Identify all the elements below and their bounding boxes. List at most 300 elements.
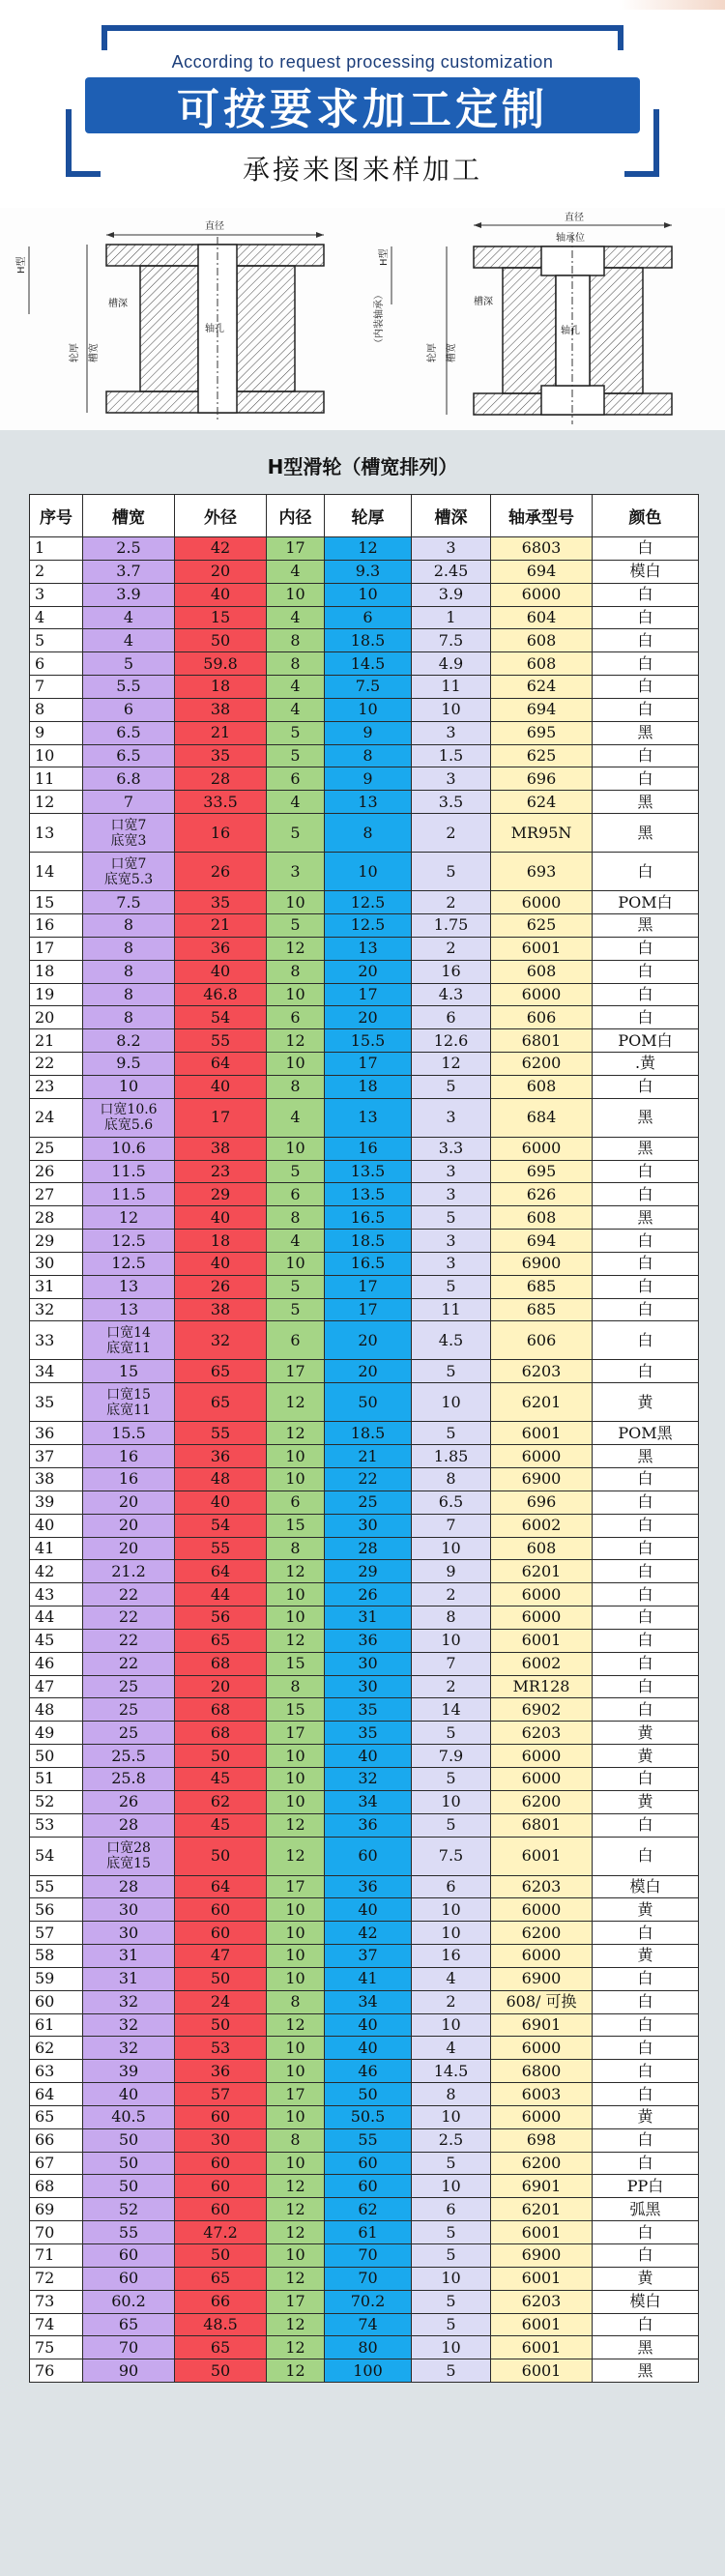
- cell-bearing-model: 608/ 可换: [491, 1990, 593, 2013]
- table-row: [30, 891, 699, 914]
- cell-groove-width: 40: [83, 2083, 175, 2106]
- cell-outer-diameter: 65: [175, 1360, 267, 1383]
- cell-color: 白: [593, 2013, 699, 2037]
- cell-outer-diameter: 55: [175, 1029, 267, 1053]
- cell-bearing-model: 6001: [491, 2267, 593, 2290]
- cell-groove-width: 13: [83, 1275, 175, 1298]
- cell-outer-diameter: 36: [175, 1445, 267, 1468]
- cell-inner-diameter: 8: [267, 652, 325, 676]
- cell-outer-diameter: 50: [175, 2244, 267, 2268]
- cell-index: 10: [30, 744, 83, 767]
- cell-groove-width: 65: [83, 2313, 175, 2336]
- cell-wheel-thickness: 29: [325, 1560, 412, 1583]
- cell-groove-width: 10.6: [83, 1137, 175, 1160]
- cell-index: 72: [30, 2267, 83, 2290]
- cell-inner-diameter: 12: [267, 2175, 325, 2198]
- cell-groove-depth: 3.3: [412, 1137, 491, 1160]
- cell-bearing-model: 6000: [491, 1767, 593, 1790]
- table-row: [30, 1206, 699, 1230]
- cell-wheel-thickness: 31: [325, 1606, 412, 1630]
- cell-index: 38: [30, 1468, 83, 1491]
- cell-inner-diameter: 10: [267, 1745, 325, 1768]
- cell-color: 白: [593, 1652, 699, 1675]
- cell-groove-depth: 2.5: [412, 2128, 491, 2152]
- cell-color: 白: [593, 676, 699, 699]
- cell-color: 黄: [593, 1383, 699, 1422]
- table-row: [30, 2083, 699, 2106]
- cell-inner-diameter: 10: [267, 1583, 325, 1606]
- groove-width-part: 口宽14: [106, 1324, 151, 1341]
- cell-color: 白: [593, 1230, 699, 1253]
- cell-groove-depth: 1: [412, 606, 491, 629]
- cell-wheel-thickness: 35: [325, 1698, 412, 1722]
- cell-inner-diameter: 6: [267, 1006, 325, 1029]
- cell-color: 弧黑: [593, 2198, 699, 2221]
- table-header-row: [30, 495, 699, 537]
- cell-outer-diameter: 30: [175, 2128, 267, 2152]
- cell-inner-diameter: 12: [267, 2198, 325, 2221]
- cell-inner-diameter: 10: [267, 1606, 325, 1630]
- cell-wheel-thickness: 12.5: [325, 913, 412, 937]
- table-row: [30, 2128, 699, 2152]
- cell-color: 黑: [593, 2336, 699, 2359]
- cell-groove-depth: 7: [412, 1652, 491, 1675]
- cell-color: 黄: [593, 1945, 699, 1968]
- cell-color: 白: [593, 1675, 699, 1698]
- cell-wheel-thickness: 70: [325, 2267, 412, 2290]
- cell-wheel-thickness: 16.5: [325, 1252, 412, 1275]
- cell-wheel-thickness: 20: [325, 1321, 412, 1360]
- cell-inner-diameter: 17: [267, 2083, 325, 2106]
- cell-wheel-thickness: 10: [325, 698, 412, 721]
- cell-groove-width: 70: [83, 2336, 175, 2359]
- cell-inner-diameter: 5: [267, 814, 325, 853]
- cell-color: 黄: [593, 1745, 699, 1768]
- cell-inner-diameter: 10: [267, 891, 325, 914]
- cell-index: 6: [30, 652, 83, 676]
- cell-groove-width: [83, 853, 175, 891]
- cell-wheel-thickness: 9.3: [325, 560, 412, 583]
- cell-outer-diameter: 60: [175, 2198, 267, 2221]
- groove-width-part: 口宽15: [106, 1386, 151, 1403]
- cell-outer-diameter: 66: [175, 2290, 267, 2313]
- cell-outer-diameter: 65: [175, 1383, 267, 1422]
- cell-color: 白: [593, 767, 699, 791]
- cell-inner-diameter: 4: [267, 560, 325, 583]
- cell-outer-diameter: 17: [175, 1098, 267, 1137]
- cell-outer-diameter: 40: [175, 960, 267, 983]
- cell-inner-diameter: 10: [267, 1252, 325, 1275]
- cell-groove-width: 10: [83, 1075, 175, 1098]
- table-row: [30, 1560, 699, 1583]
- cell-index: 53: [30, 1813, 83, 1837]
- cell-index: 45: [30, 1629, 83, 1652]
- cell-inner-diameter: 17: [267, 1360, 325, 1383]
- right-bearing-seat-label: 轴承位: [556, 233, 585, 244]
- cell-inner-diameter: 8: [267, 629, 325, 652]
- cell-index: 17: [30, 937, 83, 960]
- cell-color: 黑: [593, 721, 699, 744]
- cell-index: 37: [30, 1445, 83, 1468]
- cell-groove-width: 6.8: [83, 767, 175, 791]
- cell-outer-diameter: 48.5: [175, 2313, 267, 2336]
- cell-outer-diameter: 54: [175, 1006, 267, 1029]
- cell-inner-diameter: 8: [267, 1537, 325, 1560]
- cell-groove-depth: 5: [412, 1360, 491, 1383]
- cell-groove-width: 22: [83, 1629, 175, 1652]
- cell-bearing-model: 6000: [491, 1945, 593, 1968]
- cell-bearing-model: 6001: [491, 2313, 593, 2336]
- col-header-index: 序号: [30, 495, 83, 537]
- cell-wheel-thickness: 50.5: [325, 2105, 412, 2128]
- cell-bearing-model: 6200: [491, 1922, 593, 1945]
- cell-groove-depth: 16: [412, 1945, 491, 1968]
- table-row: [30, 1445, 699, 1468]
- cell-index: 46: [30, 1652, 83, 1675]
- cell-inner-diameter: 8: [267, 960, 325, 983]
- left-diameter-label: 直径: [205, 221, 224, 232]
- cell-wheel-thickness: 60: [325, 1837, 412, 1875]
- cell-wheel-thickness: 70: [325, 2244, 412, 2268]
- cell-wheel-thickness: 50: [325, 1383, 412, 1422]
- cell-inner-diameter: 12: [267, 2267, 325, 2290]
- cell-outer-diameter: 18: [175, 676, 267, 699]
- table-row: [30, 652, 699, 676]
- cell-bearing-model: 6000: [491, 2037, 593, 2060]
- cell-inner-diameter: 10: [267, 2244, 325, 2268]
- cell-index: 74: [30, 2313, 83, 2336]
- cell-groove-depth: 11: [412, 676, 491, 699]
- cell-outer-diameter: 64: [175, 1875, 267, 1898]
- cell-color: 白: [593, 1298, 699, 1321]
- cell-inner-diameter: 4: [267, 791, 325, 814]
- cell-index: 51: [30, 1767, 83, 1790]
- cell-color: 白: [593, 1321, 699, 1360]
- cell-bearing-model: 6000: [491, 1745, 593, 1768]
- cell-wheel-thickness: 10: [325, 583, 412, 606]
- cell-outer-diameter: 47: [175, 1945, 267, 1968]
- cell-bearing-model: 693: [491, 853, 593, 891]
- left-shaft-hole-label: 轴孔: [205, 324, 224, 334]
- table-row: [30, 606, 699, 629]
- cell-inner-diameter: 8: [267, 1990, 325, 2013]
- cell-wheel-thickness: 8: [325, 744, 412, 767]
- cell-outer-diameter: 45: [175, 1813, 267, 1837]
- cell-color: 白: [593, 1698, 699, 1722]
- cell-wheel-thickness: 18.5: [325, 1422, 412, 1445]
- cell-outer-diameter: 53: [175, 2037, 267, 2060]
- table-row: [30, 1922, 699, 1945]
- cell-bearing-model: 6900: [491, 1967, 593, 1990]
- right-wheel-thickness-label: 轮厚: [427, 343, 438, 362]
- cell-groove-depth: 3: [412, 1230, 491, 1253]
- cell-bearing-model: 608: [491, 1075, 593, 1098]
- cell-inner-diameter: 10: [267, 1767, 325, 1790]
- cell-bearing-model: 6901: [491, 2175, 593, 2198]
- cell-wheel-thickness: 9: [325, 767, 412, 791]
- table-row: [30, 2198, 699, 2221]
- cell-color: 白: [593, 537, 699, 561]
- cell-color: 白: [593, 1537, 699, 1560]
- cell-bearing-model: 608: [491, 960, 593, 983]
- cell-bearing-model: 6000: [491, 2105, 593, 2128]
- cell-groove-width: 15.5: [83, 1422, 175, 1445]
- cell-groove-width: 31: [83, 1967, 175, 1990]
- cell-inner-diameter: 4: [267, 676, 325, 699]
- cell-color: 白: [593, 1360, 699, 1383]
- cell-outer-diameter: 56: [175, 1606, 267, 1630]
- cell-groove-depth: 11: [412, 1298, 491, 1321]
- cell-bearing-model: 6000: [491, 1583, 593, 1606]
- cell-index: 66: [30, 2128, 83, 2152]
- cell-groove-depth: 8: [412, 2083, 491, 2106]
- cell-index: 70: [30, 2221, 83, 2244]
- cell-groove-width: 50: [83, 2175, 175, 2198]
- right-groove-width-label: 槽宽: [447, 343, 457, 362]
- cell-outer-diameter: 64: [175, 1053, 267, 1076]
- cell-bearing-model: MR128: [491, 1675, 593, 1698]
- cell-groove-depth: 2: [412, 937, 491, 960]
- cell-inner-diameter: 10: [267, 1922, 325, 1945]
- cell-groove-width: 5: [83, 652, 175, 676]
- cell-index: 41: [30, 1537, 83, 1560]
- cell-groove-depth: 2: [412, 814, 491, 853]
- cell-color: 白: [593, 2037, 699, 2060]
- table-row: [30, 1321, 699, 1360]
- cell-outer-diameter: 54: [175, 1514, 267, 1537]
- cell-index: 56: [30, 1898, 83, 1922]
- cell-inner-diameter: 12: [267, 2336, 325, 2359]
- cell-inner-diameter: 10: [267, 1967, 325, 1990]
- table-row: [30, 560, 699, 583]
- cell-groove-depth: 4.3: [412, 983, 491, 1006]
- cell-bearing-model: 6002: [491, 1514, 593, 1537]
- cell-groove-width: 6: [83, 698, 175, 721]
- cell-index: 40: [30, 1514, 83, 1537]
- cell-bearing-model: 6200: [491, 1053, 593, 1076]
- cell-color: .黄: [593, 1053, 699, 1076]
- cell-index: 47: [30, 1675, 83, 1698]
- table-row: [30, 1875, 699, 1898]
- table-row: [30, 1945, 699, 1968]
- cell-color: PP白: [593, 2175, 699, 2198]
- cell-bearing-model: 6203: [491, 1722, 593, 1745]
- cell-groove-depth: 14.5: [412, 2060, 491, 2083]
- table-row: [30, 2152, 699, 2175]
- cell-inner-diameter: 6: [267, 1183, 325, 1206]
- cell-wheel-thickness: 55: [325, 2128, 412, 2152]
- table-row: [30, 814, 699, 853]
- cell-bearing-model: 608: [491, 652, 593, 676]
- cell-wheel-thickness: 16: [325, 1137, 412, 1160]
- table-body: [30, 537, 699, 2383]
- cell-groove-depth: 9: [412, 1560, 491, 1583]
- table-row: [30, 1652, 699, 1675]
- cell-inner-diameter: 6: [267, 1491, 325, 1514]
- cell-groove-depth: 7.5: [412, 1837, 491, 1875]
- cell-groove-width: 30: [83, 1898, 175, 1922]
- cell-inner-diameter: 10: [267, 1053, 325, 1076]
- groove-width-part: 口宽7: [110, 817, 147, 833]
- cell-groove-depth: 5: [412, 2152, 491, 2175]
- cell-groove-depth: 2.45: [412, 560, 491, 583]
- table-row: [30, 1230, 699, 1253]
- cell-inner-diameter: 4: [267, 1098, 325, 1137]
- cell-outer-diameter: 40: [175, 1206, 267, 1230]
- cell-groove-depth: 4: [412, 2037, 491, 2060]
- cell-color: 黑: [593, 1137, 699, 1160]
- cell-groove-width: 8: [83, 937, 175, 960]
- cell-wheel-thickness: 14.5: [325, 652, 412, 676]
- table-row: [30, 1767, 699, 1790]
- cell-index: 5: [30, 629, 83, 652]
- cell-color: 白: [593, 2313, 699, 2336]
- cell-wheel-thickness: 18: [325, 1075, 412, 1098]
- subtitle-english: According to request processing customization: [171, 52, 554, 72]
- cell-bearing-model: 608: [491, 1206, 593, 1230]
- cell-bearing-model: 6203: [491, 1360, 593, 1383]
- cell-outer-diameter: 68: [175, 1698, 267, 1722]
- cell-groove-depth: 5: [412, 2313, 491, 2336]
- cell-groove-depth: 16: [412, 960, 491, 983]
- cell-outer-diameter: 40: [175, 1075, 267, 1098]
- table-row: [30, 1722, 699, 1745]
- cell-index: 32: [30, 1298, 83, 1321]
- cell-inner-diameter: 5: [267, 721, 325, 744]
- cell-outer-diameter: 42: [175, 537, 267, 561]
- cell-outer-diameter: 35: [175, 891, 267, 914]
- cell-index: 31: [30, 1275, 83, 1298]
- cell-color: 模白: [593, 1875, 699, 1898]
- cell-color: 黄: [593, 1790, 699, 1813]
- cell-index: 54: [30, 1837, 83, 1875]
- cell-outer-diameter: 28: [175, 767, 267, 791]
- cell-groove-depth: 3: [412, 767, 491, 791]
- cell-groove-width: 32: [83, 2013, 175, 2037]
- cell-groove-width: 60.2: [83, 2290, 175, 2313]
- cell-wheel-thickness: 41: [325, 1967, 412, 1990]
- cell-outer-diameter: 50: [175, 1837, 267, 1875]
- cell-groove-width: 25.5: [83, 1745, 175, 1768]
- cell-groove-width: 2.5: [83, 537, 175, 561]
- cell-color: 白: [593, 1468, 699, 1491]
- cell-index: 43: [30, 1583, 83, 1606]
- cell-groove-width: 25: [83, 1698, 175, 1722]
- cell-wheel-thickness: 32: [325, 1767, 412, 1790]
- cell-outer-diameter: 40: [175, 1252, 267, 1275]
- cell-groove-width: 15: [83, 1360, 175, 1383]
- cell-index: 26: [30, 1160, 83, 1183]
- cell-index: 23: [30, 1075, 83, 1098]
- cell-color: 白: [593, 1837, 699, 1875]
- cell-bearing-model: 6001: [491, 1629, 593, 1652]
- cell-wheel-thickness: 80: [325, 2336, 412, 2359]
- table-row: [30, 2221, 699, 2244]
- cell-groove-width: 11.5: [83, 1160, 175, 1183]
- cell-outer-diameter: 35: [175, 744, 267, 767]
- cell-groove-width: 25.8: [83, 1767, 175, 1790]
- cell-inner-diameter: 5: [267, 1275, 325, 1298]
- cell-wheel-thickness: 13: [325, 791, 412, 814]
- cell-bearing-model: 608: [491, 1537, 593, 1560]
- cell-wheel-thickness: 20: [325, 960, 412, 983]
- cell-bearing-model: 685: [491, 1275, 593, 1298]
- cell-bearing-model: 6801: [491, 1029, 593, 1053]
- cell-groove-width: 60: [83, 2267, 175, 2290]
- left-groove-width-label: 槽宽: [89, 343, 100, 362]
- cell-groove-width: 4: [83, 629, 175, 652]
- cell-groove-depth: 3.9: [412, 583, 491, 606]
- cell-bearing-model: 6003: [491, 2083, 593, 2106]
- cell-color: 白: [593, 1767, 699, 1790]
- cell-wheel-thickness: 26: [325, 1583, 412, 1606]
- bracket-top-decoration: [102, 25, 624, 50]
- cell-outer-diameter: 36: [175, 937, 267, 960]
- cell-index: 19: [30, 983, 83, 1006]
- cell-index: 57: [30, 1922, 83, 1945]
- cell-color: 黄: [593, 1722, 699, 1745]
- cell-wheel-thickness: 40: [325, 2037, 412, 2060]
- cell-outer-diameter: 50: [175, 1745, 267, 1768]
- cell-bearing-model: 6201: [491, 2198, 593, 2221]
- cell-wheel-thickness: 36: [325, 1629, 412, 1652]
- cell-color: 白: [593, 1275, 699, 1298]
- cell-index: 18: [30, 960, 83, 983]
- cell-bearing-model: 685: [491, 1298, 593, 1321]
- cell-bearing-model: 6902: [491, 1698, 593, 1722]
- cell-inner-diameter: 12: [267, 1629, 325, 1652]
- table-title: H型滑轮（槽宽排列）: [267, 455, 458, 478]
- cell-index: 67: [30, 2152, 83, 2175]
- cell-index: 34: [30, 1360, 83, 1383]
- cell-index: 25: [30, 1137, 83, 1160]
- cell-outer-diameter: 40: [175, 1491, 267, 1514]
- cell-color: 黑: [593, 2359, 699, 2383]
- cell-color: 白: [593, 1160, 699, 1183]
- cell-groove-width: 22: [83, 1583, 175, 1606]
- cell-color: 白: [593, 1075, 699, 1098]
- table-row: [30, 1583, 699, 1606]
- cell-index: 30: [30, 1252, 83, 1275]
- cell-color: POM白: [593, 891, 699, 914]
- cell-color: 黄: [593, 2105, 699, 2128]
- cell-color: 白: [593, 1606, 699, 1630]
- cell-index: 24: [30, 1098, 83, 1137]
- technical-drawing: [0, 208, 725, 430]
- cell-index: 65: [30, 2105, 83, 2128]
- cell-groove-width: 60: [83, 2244, 175, 2268]
- table-row: [30, 2060, 699, 2083]
- cell-bearing-model: 625: [491, 744, 593, 767]
- table-row: [30, 913, 699, 937]
- cell-groove-width: 21.2: [83, 1560, 175, 1583]
- cell-color: 模白: [593, 560, 699, 583]
- cell-index: 75: [30, 2336, 83, 2359]
- cell-wheel-thickness: 13.5: [325, 1160, 412, 1183]
- cell-wheel-thickness: 36: [325, 1813, 412, 1837]
- table-row: [30, 2336, 699, 2359]
- cell-index: 11: [30, 767, 83, 791]
- cell-color: 白: [593, 1813, 699, 1837]
- groove-width-part: 底宽11: [106, 1402, 151, 1418]
- cell-outer-diameter: 48: [175, 1468, 267, 1491]
- cell-groove-width: 22: [83, 1652, 175, 1675]
- cell-outer-diameter: 44: [175, 1583, 267, 1606]
- cell-index: 13: [30, 814, 83, 853]
- cell-color: 白: [593, 1252, 699, 1275]
- cell-bearing-model: 6001: [491, 2359, 593, 2383]
- table-row: [30, 2244, 699, 2268]
